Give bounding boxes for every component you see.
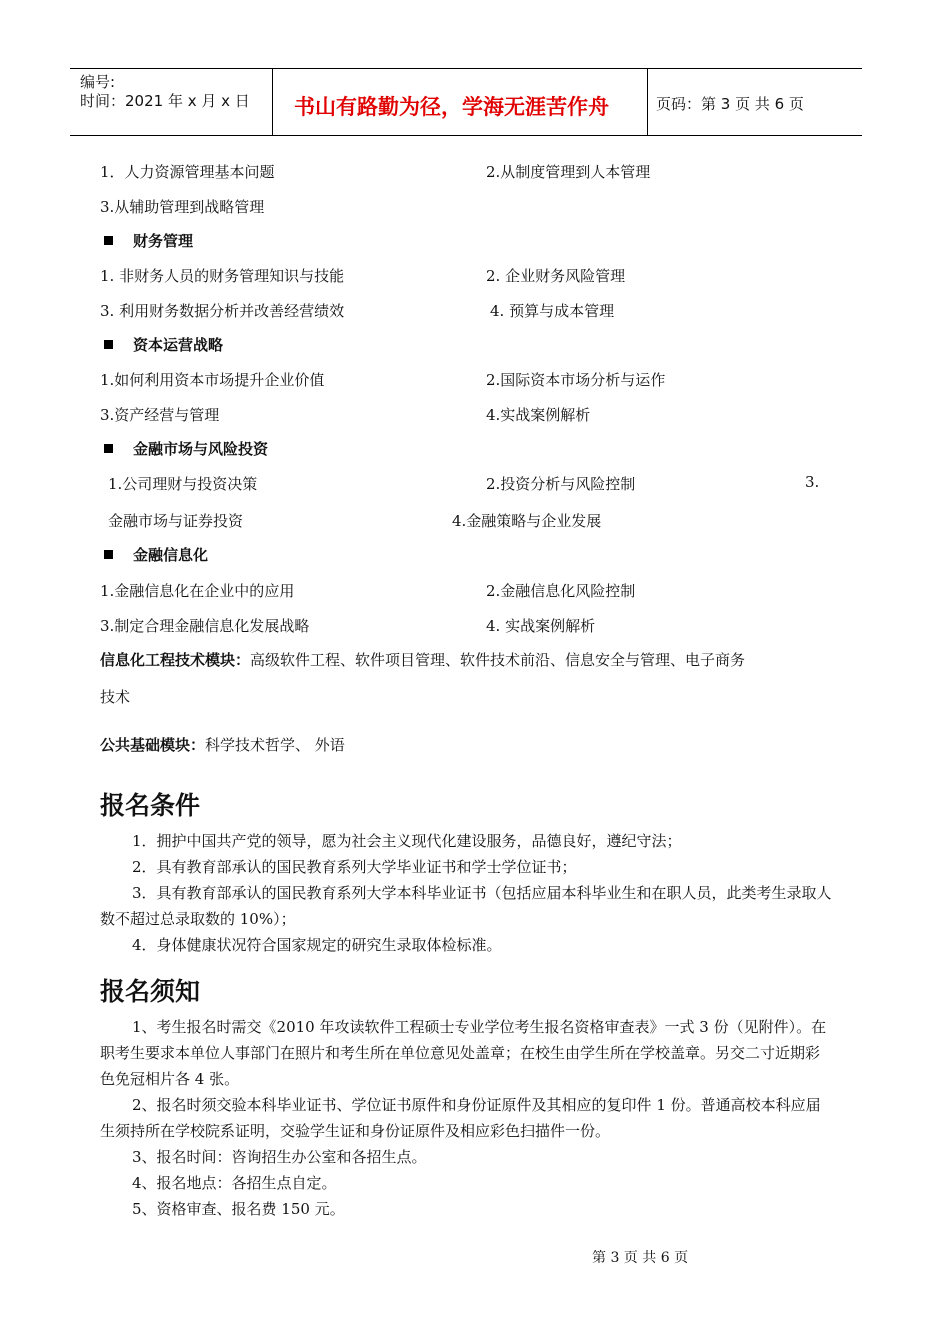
finance-title <box>104 230 193 251</box>
conditions-item-4: 4．身体健康状况符合国家规定的研究生录取体检标准。 <box>132 936 502 954</box>
header-bottom-border <box>70 135 862 136</box>
header-divider-left <box>272 68 273 136</box>
hr-item-2: 2.从制度管理到人本管理 <box>486 163 651 181</box>
market-title <box>104 438 268 459</box>
finance-item-4: 4. 预算与成本管理 <box>490 302 615 320</box>
notice-item-3: 3、报名时间：咨询招生办公室和各招生点。 <box>132 1148 427 1166</box>
time-label: 时间：2021 年 x 月 x 日 <box>80 92 250 110</box>
header-divider-right <box>647 68 648 136</box>
conditions-item-2: 2．具有教育部承认的国民教育系列大学毕业证书和学士学位证书； <box>132 858 577 876</box>
conditions-item-1: 1．拥护中国共产党的领导，愿为社会主义现代化建设服务，品德良好，遵纪守法； <box>132 832 682 850</box>
page-label: 页码：第 3 页 共 6 页 <box>656 95 804 113</box>
it-module-line-1 <box>100 649 745 670</box>
conditions-list <box>100 828 832 958</box>
conditions-item-3: 3．具有教育部承认的国民教育系列大学本科毕业证书（包括应届本科毕业生和在职人员，此类考生录取人数不超过总录取数的 10%）； <box>100 884 832 928</box>
market-item-2: 2.投资分析与风险控制 <box>486 475 636 493</box>
notice-list <box>100 1014 832 1222</box>
footer-page-number: 第 3 页 共 6 页 <box>592 1250 689 1266</box>
it-module-line-2: 技术 <box>100 688 131 706</box>
hr-item-3: 3.从辅助管理到战略管理 <box>100 198 265 216</box>
header-top-border <box>70 68 862 69</box>
notice-item-2: 2、报名时须交验本科毕业证书、学位证书原件和身份证原件及其相应的复印件 1 份。普通高校本科应届生须持所在学校院系证明，交验学生证和身份证原件及相应彩色扫描件一份。 <box>100 1096 821 1140</box>
market-item-3-number: 3. <box>805 473 820 491</box>
notice-item-4: 4、报名地点：各招生点自定。 <box>132 1174 337 1192</box>
it-module-text: 高级软件工程、软件项目管理、软件技术前沿、信息安全与管理、电子商务 <box>250 651 746 669</box>
finance-title-text: 财务管理 <box>133 232 194 250</box>
public-module-label: 公共基础模块： <box>100 736 206 754</box>
notice-heading: 报名须知 <box>100 977 201 1006</box>
bullet-square-icon <box>104 340 113 349</box>
capital-item-1: 1.如何利用资本市场提升企业价值 <box>100 371 325 389</box>
capital-title-text: 资本运营战略 <box>133 336 224 354</box>
info-item-2: 2.金融信息化风险控制 <box>486 582 636 600</box>
capital-title <box>104 334 223 355</box>
bullet-square-icon <box>104 236 113 245</box>
public-module-text: 科学技术哲学、 外语 <box>205 736 345 754</box>
info-title-text: 金融信息化 <box>133 546 209 564</box>
market-title-text: 金融市场与风险投资 <box>133 440 269 458</box>
market-item-3-text: 金融市场与证券投资 <box>108 512 244 530</box>
conditions-heading: 报名条件 <box>100 791 201 820</box>
it-module-label: 信息化工程技术模块： <box>100 651 251 669</box>
finance-item-2: 2. 企业财务风险管理 <box>486 267 626 285</box>
notice-item-1: 1、考生报名时需交《2010 年攻读软件工程硕士专业学位考生报名资格审查表》一式 3 份（见附件）。在职考生要求本单位人事部门在照片和考生所在单位意见处盖章；在校生由学生所在学校盖章。另交二寸近期彩色免冠相片各 4 张。 <box>100 1018 827 1088</box>
public-module <box>100 734 345 755</box>
motto: 书山有路勤为径，学海无涯苦作舟 <box>294 95 609 119</box>
capital-item-3: 3.资产经营与管理 <box>100 406 220 424</box>
hr-item-1: 1．人力资源管理基本问题 <box>100 163 275 181</box>
info-item-4: 4. 实战案例解析 <box>486 617 596 635</box>
serial-label: 编号: <box>80 73 116 91</box>
market-item-1: 1.公司理财与投资决策 <box>108 475 258 493</box>
info-item-3: 3.制定合理金融信息化发展战略 <box>100 617 310 635</box>
capital-item-2: 2.国际资本市场分析与运作 <box>486 371 666 389</box>
info-item-1: 1.金融信息化在企业中的应用 <box>100 582 295 600</box>
finance-item-3: 3. 利用财务数据分析并改善经营绩效 <box>100 302 345 320</box>
bullet-square-icon <box>104 550 113 559</box>
notice-item-5: 5、资格审查、报名费 150 元。 <box>132 1200 345 1218</box>
bullet-square-icon <box>104 444 113 453</box>
finance-item-1: 1. 非财务人员的财务管理知识与技能 <box>100 267 345 285</box>
info-title <box>104 544 208 565</box>
capital-item-4: 4.实战案例解析 <box>486 406 591 424</box>
market-item-4: 4.金融策略与企业发展 <box>452 512 602 530</box>
